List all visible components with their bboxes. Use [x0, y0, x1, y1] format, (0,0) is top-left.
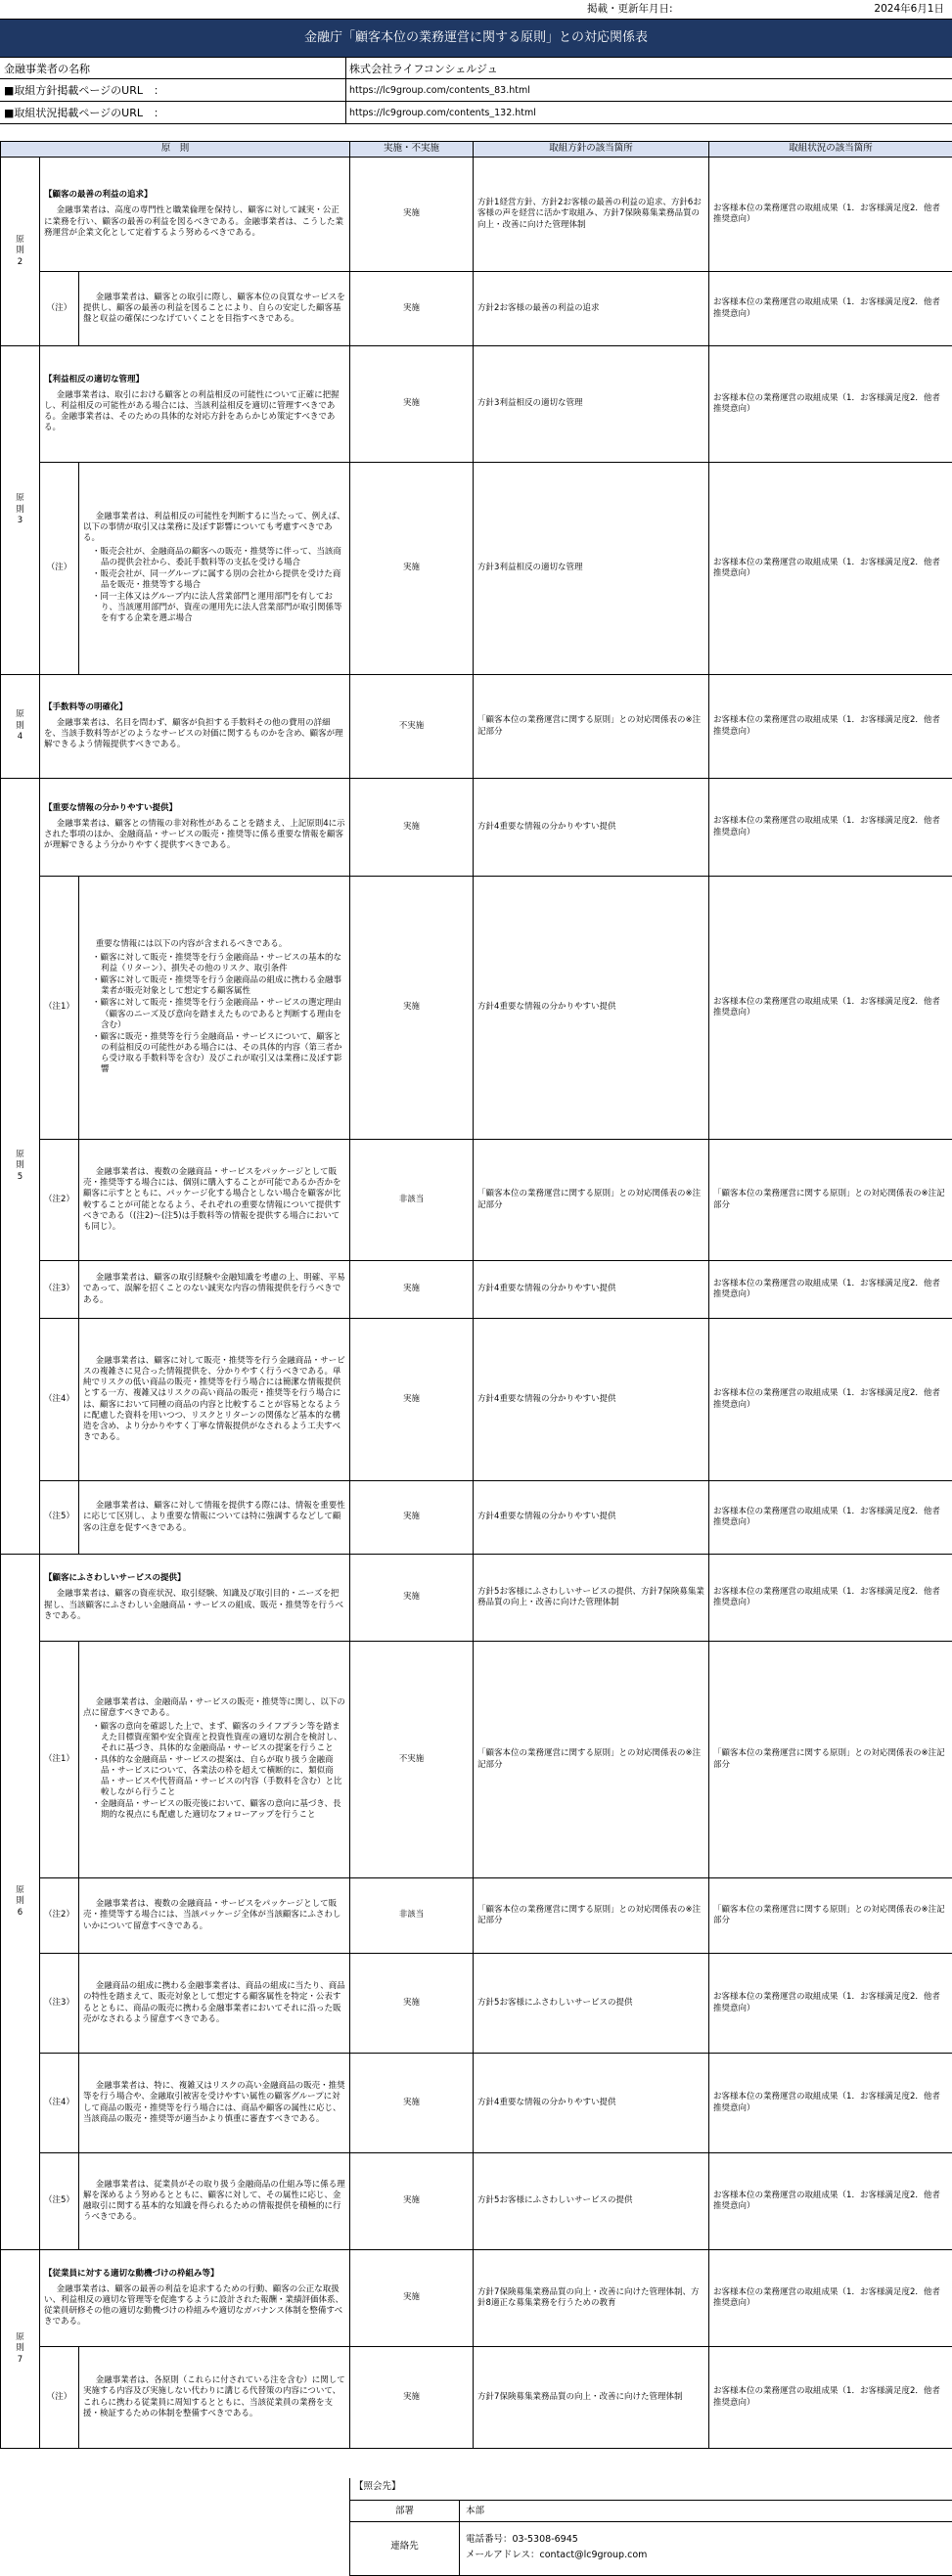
dept-value: 本部	[466, 2506, 485, 2516]
phone-number: 電話番号：03-5308-6945	[466, 2534, 578, 2545]
contact-label: 連絡先	[390, 2541, 419, 2552]
col-status: 取組状況の該当箇所	[709, 142, 952, 158]
impl-status: 実施	[350, 158, 474, 272]
principle-heading: 【顧客の最善の利益の追求】	[44, 190, 153, 201]
note-label: （注）	[40, 272, 79, 346]
principle-number: 原 則 3	[16, 493, 24, 526]
list-item: ・ 顧客に対して販売・推奨等を行う金融商品・サービスの基本的な利益（リターン）、損失その他のリスク、取引条件	[91, 953, 345, 974]
policy-url-label: ■取組方針掲載ページのURL ：	[4, 84, 164, 97]
status-ref: お客様本位の業務運営の取組成果（1．お客様満足度2．他者推奨意向）	[709, 346, 952, 463]
principle-body: 金融事業者は、名目を問わず、顧客が負担する手数料その他の費用の詳細を、当該手数料等がどのようなサービスの対価に関するものかを含め、顧客が理解できるよう情報提供すべきである。	[44, 717, 343, 750]
impl-status: 実施	[350, 272, 474, 346]
divider	[345, 58, 346, 80]
contact-box	[349, 2478, 952, 2576]
update-bar	[0, 0, 952, 20]
principle-body: 金融事業者は、高度の専門性と職業倫理を保持し、顧客に対して誠実・公正に業務を行い、顧客の最善の利益を図るべきである。金融事業者は、こうした業務運営が企業文化として定着するよう努めるべきである。	[44, 205, 344, 238]
status-ref: お客様本位の業務運営の取組成果（1．お客様満足度2．他者推奨意向）	[709, 1555, 952, 1642]
list-item: ・ 具体的な金融商品・サービスの提案は、自らが取り扱う金融商品・サービスについて、各業法の枠を超えて横断的に、類似商品・サービスや代替商品・サービスの内容（手数料を含む）と比較しながら行うこと	[91, 1755, 345, 1798]
table-row	[1, 779, 952, 877]
policy-ref: 「顧客本位の業務運営に関する原則」との対応関係表の※注記部分	[474, 1642, 709, 1878]
principle-heading: 【手数料等の明確化】	[44, 701, 128, 712]
note-text	[79, 272, 350, 346]
note-body: 金融事業者は、従業員がその取り扱う金融商品の仕組み等に係る理解を深めるよう努めるとともに、顧客に対して、その属性に応じ、金融取引に関する基本的な知識を得られるための情報提供を積極的に行うべきである。	[83, 2179, 345, 2223]
policy-ref: 方針4重要な情報の分かりやすい提供	[474, 1261, 709, 1319]
policy-ref: 方針5お客様にふさわしいサービスの提供	[474, 2153, 709, 2250]
correspondence-table	[0, 141, 952, 2449]
policy-ref: 方針1経営方針、方針2お客様の最善の利益の追求、方針6お客様の声を経営に活かす取組み、方針7保険募集業務品質の向上・改善に向けた管理体制	[474, 158, 709, 272]
note-body: 金融事業者は、顧客に対して販売・推奨等を行う金融商品・サービスの複雑さに見合った情報提供を、分かりやすく行うべきである。単純でリスクの低い商品の販売・推奨等を行う場合には簡潔な情報提供とする一方、複雑又はリスクの高い商品の販売・推奨等を行う場合には、顧客において同種の商品の内容と比較することが容易となるように配慮した資料を用いつつ、リスクとリターンの関係など基本的な構造を含め、より分かりやすく丁寧な情報提供がなされるよう工夫すべきである。	[83, 1356, 345, 1442]
policy-ref: 「顧客本位の業務運営に関する原則」との対応関係表の※注記部分	[474, 675, 709, 779]
impl-status: 実施	[350, 2153, 474, 2250]
status-ref: お客様本位の業務運営の取組成果（1．お客様満足度2．他者推奨意向）	[709, 779, 952, 877]
principle-heading: 【顧客にふさわしいサービスの提供】	[44, 1573, 186, 1584]
table-row	[1, 1878, 952, 1954]
policy-ref: 方針5お客様にふさわしいサービスの提供	[474, 1954, 709, 2054]
note-body: 金融事業者は、顧客に対して情報を提供する際には、情報を重要性に応じて区別し、より重要な情報については特に強調するなどして顧客の注意を促すべきである。	[83, 1501, 345, 1533]
principle-heading: 【従業員に対する適切な動機づけの枠組み等】	[44, 2268, 219, 2279]
note-text	[79, 1319, 350, 1481]
principle-number: 原 則 6	[16, 1884, 24, 1918]
principle-text	[40, 779, 350, 877]
note-text	[79, 1140, 350, 1261]
company-value: 株式会社ライフコンシェルジュ	[349, 63, 498, 75]
policy-ref: 方針3利益相反の適切な管理	[474, 346, 709, 463]
note-label: （注3）	[40, 1954, 79, 2054]
list-item: ・ 顧客に対して販売・推奨等を行う金融商品・サービスの選定理由（顧客のニーズ及び意向を踏まえたものであると判断する理由を含む）	[91, 998, 345, 1030]
policy-ref: 「顧客本位の業務運営に関する原則」との対応関係表の※注記部分	[474, 1140, 709, 1261]
table-row	[1, 1555, 952, 1642]
note-body: 金融事業者は、複数の金融商品・サービスをパッケージとして販売・推奨等する場合には、当該パッケージ全体が当該顧客にふさわしいかについて留意すべきである。	[83, 1899, 341, 1931]
principle-number: 原 則 7	[16, 2331, 24, 2365]
note-body: 金融事業者は、利益相反の可能性を判断するに当たって、例えば、以下の事情が取引又は業務に及ぼす影響についても考慮すべきである。	[83, 511, 345, 543]
note-text	[79, 1878, 350, 1954]
note-label: （注4）	[40, 1319, 79, 1481]
principle-text	[40, 158, 350, 272]
principle-text	[40, 675, 350, 779]
note-body: 金融事業者は、特に、複雑又はリスクの高い金融商品の販売・推奨等を行う場合や、金融取引被害を受けやすい属性の顧客グループに対して商品の販売・推奨等を行う場合には、商品や顧客の属性に応じ、当該商品の販売・推奨等が適当かより慎重に審査すべきである。	[83, 2081, 345, 2124]
status-ref: お客様本位の業務運営の取組成果（1．お客様満足度2．他者推奨意向）	[709, 1319, 952, 1481]
list-item: ・ 同一主体又はグループ内に法人営業部門と運用部門を有しており、当該運用部門が、資産の運用先に法人営業部門が取引関係等を有する企業を選ぶ場合	[91, 592, 345, 624]
status-ref: 「顧客本位の業務運営に関する原則」との対応関係表の※注記部分	[709, 1878, 952, 1954]
status-ref: お客様本位の業務運営の取組成果（1．お客様満足度2．他者推奨意向）	[709, 1481, 952, 1555]
policy-ref: 方針4重要な情報の分かりやすい提供	[474, 2054, 709, 2153]
note-body: 金融商品の組成に携わる金融事業者は、商品の組成に当たり、商品の特性を踏まえて、販売対象として想定する顧客属性を特定・公表するとともに、商品の販売に携わる金融事業者においてそれに沿った販売がなされるよう留意すべきである。	[83, 1981, 345, 2024]
status-ref: お客様本位の業務運営の取組成果（1．お客様満足度2．他者推奨意向）	[709, 2054, 952, 2153]
principle-number: 原 則 2	[16, 234, 24, 267]
impl-status: 実施	[350, 1319, 474, 1481]
principle-number: 原 則 4	[16, 709, 24, 743]
note-body: 金融事業者は、各原則（これらに付されている注を含む）に関して実施する内容及び実施しない代わりに講じる代替策の内容について、これらに携わる従業員に周知するとともに、当該従業員の業務を支援・検証するための体制を整備すべきである。	[83, 2375, 345, 2418]
note-text	[79, 877, 350, 1140]
principle-heading: 【利益相反の適切な管理】	[44, 374, 145, 384]
note-text	[79, 2153, 350, 2250]
note-text	[79, 463, 350, 675]
principle-heading: 【重要な情報の分かりやすい提供】	[44, 802, 178, 813]
status-ref: 「顧客本位の業務運営に関する原則」との対応関係表の※注記部分	[709, 1140, 952, 1261]
note-label: （注1）	[40, 1642, 79, 1878]
update-date-label: 掲載・更新年月日:	[587, 3, 673, 15]
status-ref: お客様本位の業務運営の取組成果（1．お客様満足度2．他者推奨意向）	[709, 877, 952, 1140]
list-item: ・ 販売会社が、金融商品の顧客への販売・推奨等に伴って、当該商品の提供会社から、委託手数料等の支払を受ける場合	[91, 547, 345, 568]
impl-status: 実施	[350, 2054, 474, 2153]
principle-number: 原 則 5	[16, 1149, 24, 1182]
policy-ref: 「顧客本位の業務運営に関する原則」との対応関係表の※注記部分	[474, 1878, 709, 1954]
impl-status: 実施	[350, 346, 474, 463]
note-body: 金融事業者は、顧客の取引経験や金融知識を考慮の上、明確、平易であって、誤解を招くことのない誠実な内容の情報提供を行うべきである。	[83, 1273, 345, 1305]
policy-ref: 方針7保険募集業務品質の向上・改善に向けた管理体制	[474, 2347, 709, 2449]
status-ref: お客様本位の業務運営の取組成果（1．お客様満足度2．他者推奨意向）	[709, 158, 952, 272]
update-date-value: 2024年6月1日	[874, 3, 944, 15]
principle-4-label	[1, 675, 40, 779]
note-body: 金融事業者は、顧客との取引に際し、顧客本位の良質なサービスを提供し、顧客の最善の利益を図ることにより、自らの安定した顧客基盤と収益の確保につなげていくことを目指すべきである。	[83, 292, 345, 325]
note-text	[79, 2054, 350, 2153]
table-row	[1, 2347, 952, 2449]
status-url-label: ■取組状況掲載ページのURL ：	[4, 107, 164, 119]
divider	[459, 2522, 460, 2575]
status-ref: お客様本位の業務運営の取組成果（1．お客様満足度2．他者推奨意向）	[709, 2250, 952, 2347]
principle-6-label	[1, 1555, 40, 2250]
table-row	[1, 2153, 952, 2250]
status-ref: お客様本位の業務運営の取組成果（1．お客様満足度2．他者推奨意向）	[709, 1261, 952, 1319]
note-list	[91, 953, 345, 1075]
table-row	[1, 272, 952, 346]
status-url-link[interactable]: https://lc9group.com/contents_132.html	[349, 108, 536, 118]
note-text	[79, 1954, 350, 2054]
status-ref: お客様本位の業務運営の取組成果（1．お客様満足度2．他者推奨意向）	[709, 2153, 952, 2250]
table-row	[1, 1642, 952, 1878]
impl-status: 非該当	[350, 1878, 474, 1954]
col-impl: 実施・不実施	[350, 142, 474, 158]
principle-body: 金融事業者は、顧客の資産状況、取引経験、知識及び取引目的・ニーズを把握し、当該顧客にふさわしい金融商品・サービスの組成、販売・推奨等を行うべきである。	[44, 1589, 344, 1621]
impl-status: 不実施	[350, 675, 474, 779]
principle-2-label	[1, 158, 40, 346]
contact-info-row	[350, 2522, 952, 2576]
table-row	[1, 2250, 952, 2347]
page-title: 金融庁「顧客本位の業務運営に関する原則」との対応関係表	[0, 20, 952, 57]
list-item: ・ 顧客に販売・推奨等を行う金融商品・サービスについて、顧客との利益相反の可能性がある場合には、その具体的内容（第三者から受け取る手数料等を含む）及びこれが取引又は業務に及ぼす影響	[91, 1032, 345, 1075]
note-body: 金融事業者は、金融商品・サービスの販売・推奨等に関し、以下の点に留意すべきである。	[83, 1696, 345, 1718]
policy-url-row	[0, 79, 952, 102]
note-label: （注2）	[40, 1878, 79, 1954]
note-text	[79, 1481, 350, 1555]
status-ref: お客様本位の業務運営の取組成果（1．お客様満足度2．他者推奨意向）	[709, 463, 952, 675]
impl-status: 非該当	[350, 1140, 474, 1261]
table-row	[1, 1261, 952, 1319]
status-url-row	[0, 102, 952, 124]
table-row	[1, 877, 952, 1140]
table-row	[1, 346, 952, 463]
principle-text	[40, 1555, 350, 1642]
policy-url-link[interactable]: https://lc9group.com/contents_83.html	[349, 85, 530, 96]
table-row	[1, 1140, 952, 1261]
impl-status: 実施	[350, 2250, 474, 2347]
principle-body: 金融事業者は、取引における顧客との利益相反の可能性について正確に把握し、利益相反の可能性がある場合には、当該利益相反を適切に管理すべきである。金融事業者は、そのための具体的な対応方針をあらかじめ策定すべきである。	[44, 389, 340, 433]
list-item: ・ 金融商品・サービスの販売後において、顧客の意向に基づき、長期的な視点にも配慮した適切なフォローアップを行うこと	[91, 1799, 345, 1821]
status-ref: お客様本位の業務運営の取組成果（1．お客様満足度2．他者推奨意向）	[709, 675, 952, 779]
principle-5-label	[1, 779, 40, 1555]
policy-ref: 方針2お客様の最善の利益の追求	[474, 272, 709, 346]
policy-ref: 方針4重要な情報の分かりやすい提供	[474, 779, 709, 877]
note-text	[79, 2347, 350, 2449]
note-label: （注5）	[40, 1481, 79, 1555]
note-label: （注5）	[40, 2153, 79, 2250]
impl-status: 実施	[350, 877, 474, 1140]
impl-status: 実施	[350, 779, 474, 877]
table-row	[1, 675, 952, 779]
impl-status: 実施	[350, 2347, 474, 2449]
policy-ref: 方針3利益相反の適切な管理	[474, 463, 709, 675]
note-list	[91, 547, 345, 624]
note-label: （注1）	[40, 877, 79, 1140]
note-label: （注2）	[40, 1140, 79, 1261]
policy-ref: 方針4重要な情報の分かりやすい提供	[474, 877, 709, 1140]
company-row	[0, 57, 952, 79]
policy-ref: 方針5お客様にふさわしいサービスの提供、方針7保険募集業務品質の向上・改善に向けた管理体制	[474, 1555, 709, 1642]
table-row	[1, 2054, 952, 2153]
principle-text	[40, 346, 350, 463]
policy-ref: 方針7保険募集業務品質の向上・改善に向けた管理体制、方針8適正な募集業務を行うための教育	[474, 2250, 709, 2347]
table-row	[1, 1954, 952, 2054]
status-ref: お客様本位の業務運営の取組成果（1．お客様満足度2．他者推奨意向）	[709, 272, 952, 346]
divider	[345, 102, 346, 124]
impl-status: 実施	[350, 1481, 474, 1555]
col-principle: 原 則	[1, 142, 350, 158]
contact-dept-row	[350, 2500, 952, 2522]
company-label: 金融事業者の名称	[4, 63, 90, 75]
note-label: （注3）	[40, 1261, 79, 1319]
table-header-row	[1, 142, 952, 158]
status-ref: 「顧客本位の業務運営に関する原則」との対応関係表の※注記部分	[709, 1642, 952, 1878]
principle-3-label	[1, 346, 40, 675]
contact-title: 【照会先】	[354, 2481, 401, 2492]
table-row	[1, 463, 952, 675]
table-row	[1, 1319, 952, 1481]
list-item: ・ 販売会社が、同一グループに属する別の会社から提供を受けた商品を販売・推奨等する場合	[91, 569, 345, 591]
impl-status: 実施	[350, 1261, 474, 1319]
list-item: ・ 顧客に対して販売・推奨等を行う金融商品の組成に携わる金融事業者が販売対象として想定する顧客属性	[91, 975, 345, 997]
table-row	[1, 1481, 952, 1555]
note-label: （注4）	[40, 2054, 79, 2153]
dept-label: 部署	[394, 2506, 414, 2516]
table-row	[1, 158, 952, 272]
note-text	[79, 1642, 350, 1878]
divider	[345, 79, 346, 102]
divider	[459, 2501, 460, 2521]
principle-text	[40, 2250, 350, 2347]
list-item: ・ 顧客の意向を確認した上で、まず、顧客のライフプラン等を踏まえた目標資産額や安全資産と投資性資産の適切な割合を検討し、それに基づき、具体的な金融商品・サービスの提案を行うこと	[91, 1722, 345, 1754]
note-body: 重要な情報には以下の内容が含まれるべきである。	[95, 939, 288, 950]
note-list	[91, 1722, 345, 1821]
note-label: （注）	[40, 463, 79, 675]
principle-body: 金融事業者は、顧客との情報の非対称性があることを踏まえ、上記原則4に示された事項のほか、金融商品・サービスの販売・推奨等に係る重要な情報を顧客が理解できるよう分かりやすく提供すべきである。	[44, 818, 345, 851]
policy-ref: 方針4重要な情報の分かりやすい提供	[474, 1319, 709, 1481]
impl-status: 実施	[350, 463, 474, 675]
status-ref: お客様本位の業務運営の取組成果（1．お客様満足度2．他者推奨意向）	[709, 2347, 952, 2449]
status-ref: お客様本位の業務運営の取組成果（1．お客様満足度2．他者推奨意向）	[709, 1954, 952, 2054]
principle-7-label	[1, 2250, 40, 2449]
col-policy: 取組方針の該当箇所	[474, 142, 709, 158]
impl-status: 実施	[350, 1555, 474, 1642]
impl-status: 不実施	[350, 1642, 474, 1878]
principle-body: 金融事業者は、顧客の最善の利益を追求するための行動、顧客の公正な取扱い、利益相反の適切な管理等を促進するように設計された報酬・業績評価体系、従業員研修その他の適切な動機づけの枠組みや適切なガバナンス体制を整備すべきである。	[44, 2283, 344, 2327]
policy-ref: 方針4重要な情報の分かりやすい提供	[474, 1481, 709, 1555]
impl-status: 実施	[350, 1954, 474, 2054]
note-label: （注）	[40, 2347, 79, 2449]
note-text	[79, 1261, 350, 1319]
note-body: 金融事業者は、複数の金融商品・サービスをパッケージとして販売・推奨等する場合には、個別に購入することが可能であるか否かを顧客に示すとともに、パッケージ化する場合としない場合を顧客が比較することが可能となるよう、それぞれの重要な情報について提供すべきである（(注2)～(注5)は手数料等の情報を提供する場合においても同じ）。	[83, 1167, 341, 1232]
email-address[interactable]: メールアドレス：contact@lc9group.com	[466, 2550, 648, 2560]
